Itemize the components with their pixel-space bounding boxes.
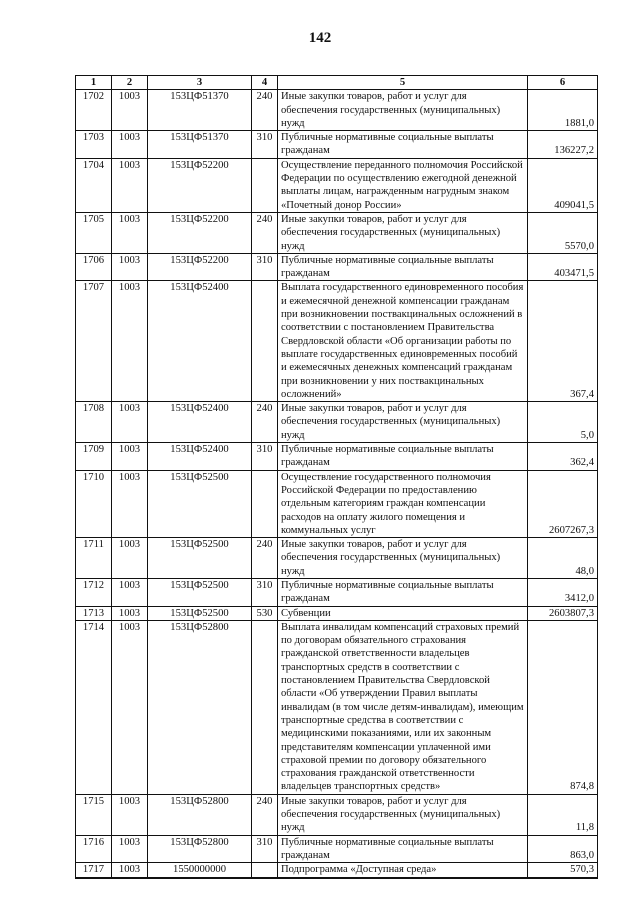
table-row <box>76 470 598 537</box>
row-number-cell: 1703 <box>76 131 112 159</box>
table-row <box>76 253 598 281</box>
target-article-cell: 153ЦФ52500 <box>148 606 252 620</box>
row-number-cell: 1717 <box>76 863 112 878</box>
table-row <box>76 835 598 863</box>
row-number-cell: 1705 <box>76 212 112 253</box>
target-article-cell: 153ЦФ51370 <box>148 90 252 131</box>
expense-type-cell: 530 <box>252 606 278 620</box>
amount-cell: 409041,5 <box>528 158 598 212</box>
amount-cell: 570,3 <box>528 863 598 878</box>
expense-type-cell <box>252 281 278 402</box>
amount-cell: 367,4 <box>528 281 598 402</box>
expense-type-cell <box>252 158 278 212</box>
description-cell: Публичные нормативные социальные выплаты гражданам <box>278 131 528 159</box>
table-row <box>76 402 598 443</box>
header-col-1: 1 <box>76 76 112 90</box>
section-code-cell: 1003 <box>112 443 148 471</box>
description-cell: Выплата инвалидам компенсаций страховых премий по договорам обязательного страхования гражданской ответственности владельцев транспортных средств в соответствии с постановлением Правительства Свердловской области «Об утверждении Правил выплаты инвалидам (в том числе детям-инвалидам), имеющим транспортные средства в соответствии с медицинскими показаниями, или их законным представителям компенсации уплаченной ими страховой премии по договору обязательного страхования гражданской ответственности владельцев транспортных средств» <box>278 620 528 794</box>
row-number-cell: 1716 <box>76 835 112 863</box>
target-article-cell: 153ЦФ52400 <box>148 402 252 443</box>
table-row <box>76 620 598 794</box>
section-code-cell: 1003 <box>112 90 148 131</box>
row-number-cell: 1706 <box>76 253 112 281</box>
description-cell: Осуществление государственного полномочия Российской Федерации по предоставлению отдельным категориям граждан компенсации расходов на оплату жилого помещения и коммунальных услуг <box>278 470 528 537</box>
amount-cell: 863,0 <box>528 835 598 863</box>
amount-cell: 48,0 <box>528 538 598 579</box>
table-row <box>76 212 598 253</box>
amount-cell: 1881,0 <box>528 90 598 131</box>
expense-type-cell: 310 <box>252 578 278 606</box>
row-number-cell: 1710 <box>76 470 112 537</box>
table-row <box>76 158 598 212</box>
target-article-cell: 153ЦФ52800 <box>148 620 252 794</box>
target-article-cell: 1550000000 <box>148 863 252 878</box>
amount-cell: 874,8 <box>528 620 598 794</box>
expense-type-cell: 310 <box>252 443 278 471</box>
expense-type-cell: 310 <box>252 131 278 159</box>
description-cell: Иные закупки товаров, работ и услуг для обеспечения государственных (муниципальных) нужд <box>278 212 528 253</box>
target-article-cell: 153ЦФ52800 <box>148 794 252 835</box>
amount-cell: 3412,0 <box>528 578 598 606</box>
target-article-cell: 153ЦФ52400 <box>148 443 252 471</box>
expense-type-cell: 240 <box>252 538 278 579</box>
target-article-cell: 153ЦФ52200 <box>148 253 252 281</box>
table-row <box>76 281 598 402</box>
target-article-cell: 153ЦФ51370 <box>148 131 252 159</box>
description-cell: Публичные нормативные социальные выплаты гражданам <box>278 578 528 606</box>
amount-cell: 403471,5 <box>528 253 598 281</box>
page-number: 142 <box>308 30 332 46</box>
expense-type-cell: 310 <box>252 253 278 281</box>
amount-cell: 5,0 <box>528 402 598 443</box>
description-cell: Осуществление переданного полномочия Российской Федерации по осуществлению ежегодной денежной выплаты лицам, награжденным нагрудным знаком «Почетный донор России» <box>278 158 528 212</box>
table-row <box>76 90 598 131</box>
section-code-cell: 1003 <box>112 131 148 159</box>
expense-type-cell: 240 <box>252 212 278 253</box>
amount-cell: 136227,2 <box>528 131 598 159</box>
table-row <box>76 794 598 835</box>
section-code-cell: 1003 <box>112 402 148 443</box>
expense-type-cell: 310 <box>252 835 278 863</box>
header-col-5: 5 <box>278 76 528 90</box>
description-cell: Иные закупки товаров, работ и услуг для обеспечения государственных (муниципальных) нужд <box>278 90 528 131</box>
target-article-cell: 153ЦФ52500 <box>148 578 252 606</box>
expense-type-cell <box>252 620 278 794</box>
header-col-4: 4 <box>252 76 278 90</box>
header-col-3: 3 <box>148 76 252 90</box>
amount-cell: 11,8 <box>528 794 598 835</box>
section-code-cell: 1003 <box>112 794 148 835</box>
description-cell: Публичные нормативные социальные выплаты гражданам <box>278 443 528 471</box>
description-cell: Публичные нормативные социальные выплаты гражданам <box>278 253 528 281</box>
target-article-cell: 153ЦФ52200 <box>148 158 252 212</box>
description-cell: Подпрограмма «Доступная среда» <box>278 863 528 878</box>
section-code-cell: 1003 <box>112 470 148 537</box>
row-number-cell: 1712 <box>76 578 112 606</box>
table-row <box>76 578 598 606</box>
section-code-cell: 1003 <box>112 212 148 253</box>
expense-type-cell <box>252 863 278 878</box>
section-code-cell: 1003 <box>112 281 148 402</box>
row-number-cell: 1715 <box>76 794 112 835</box>
expense-type-cell: 240 <box>252 90 278 131</box>
row-number-cell: 1709 <box>76 443 112 471</box>
header-col-6: 6 <box>528 76 598 90</box>
row-number-cell: 1713 <box>76 606 112 620</box>
target-article-cell: 153ЦФ52500 <box>148 538 252 579</box>
table-row <box>76 443 598 471</box>
table-row <box>76 131 598 159</box>
expense-type-cell <box>252 470 278 537</box>
description-cell: Публичные нормативные социальные выплаты гражданам <box>278 835 528 863</box>
table-header <box>76 76 598 90</box>
table-row <box>76 863 598 878</box>
row-number-cell: 1711 <box>76 538 112 579</box>
description-cell: Иные закупки товаров, работ и услуг для обеспечения государственных (муниципальных) нужд <box>278 794 528 835</box>
section-code-cell: 1003 <box>112 253 148 281</box>
amount-cell: 362,4 <box>528 443 598 471</box>
amount-cell: 2607267,3 <box>528 470 598 537</box>
table-row <box>76 606 598 620</box>
target-article-cell: 153ЦФ52800 <box>148 835 252 863</box>
table-row <box>76 538 598 579</box>
target-article-cell: 153ЦФ52500 <box>148 470 252 537</box>
description-cell: Иные закупки товаров, работ и услуг для обеспечения государственных (муниципальных) нужд <box>278 538 528 579</box>
section-code-cell: 1003 <box>112 620 148 794</box>
table-body <box>76 90 598 878</box>
amount-cell: 2603807,3 <box>528 606 598 620</box>
row-number-cell: 1702 <box>76 90 112 131</box>
budget-table <box>75 75 598 879</box>
section-code-cell: 1003 <box>112 158 148 212</box>
target-article-cell: 153ЦФ52400 <box>148 281 252 402</box>
section-code-cell: 1003 <box>112 835 148 863</box>
description-cell: Субвенции <box>278 606 528 620</box>
expense-type-cell: 240 <box>252 794 278 835</box>
description-cell: Выплата государственного единовременного пособия и ежемесячной денежной компенсации гражданам при возникновении поствакцинальных осложнений в соответствии с постановлением Правительства Свердловской области «Об организации работы по выплате государственных единовременных пособий и ежемесячных денежных компенсаций гражданам при возникновении у них поствакцинальных осложнений» <box>278 281 528 402</box>
row-number-cell: 1708 <box>76 402 112 443</box>
section-code-cell: 1003 <box>112 578 148 606</box>
section-code-cell: 1003 <box>112 863 148 878</box>
amount-cell: 5570,0 <box>528 212 598 253</box>
section-code-cell: 1003 <box>112 606 148 620</box>
row-number-cell: 1707 <box>76 281 112 402</box>
description-cell: Иные закупки товаров, работ и услуг для обеспечения государственных (муниципальных) нужд <box>278 402 528 443</box>
header-col-2: 2 <box>112 76 148 90</box>
section-code-cell: 1003 <box>112 538 148 579</box>
row-number-cell: 1714 <box>76 620 112 794</box>
expense-type-cell: 240 <box>252 402 278 443</box>
row-number-cell: 1704 <box>76 158 112 212</box>
target-article-cell: 153ЦФ52200 <box>148 212 252 253</box>
